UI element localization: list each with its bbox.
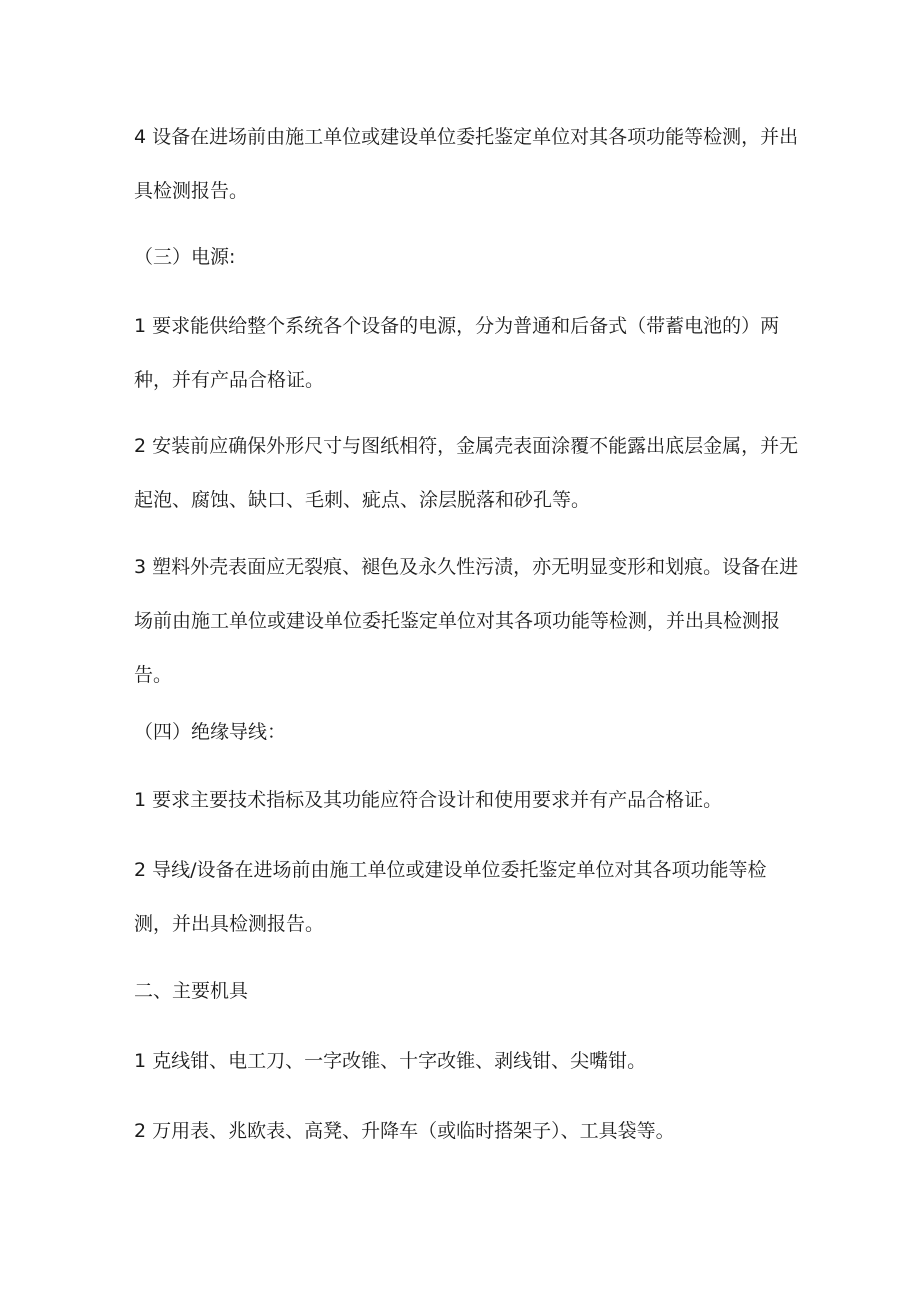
paragraph-hand-tools (134, 1034, 794, 1088)
paragraph-instruments (134, 1104, 794, 1158)
text-line: （四）绝缘导线： (134, 721, 287, 743)
text-line: 告。 (134, 664, 173, 686)
text-line: （三）电源: (134, 246, 236, 268)
paragraph-installation-check (134, 419, 799, 527)
heading-insulated-wire (134, 705, 794, 759)
paragraph-equipment-inspection (134, 110, 799, 218)
text-line: 起泡、腐蚀、缺口、毛刺、疵点、涂层脱落和砂孔等。 (134, 489, 591, 511)
paragraph-wire-requirement (134, 773, 794, 827)
text-line: 具检测报告。 (134, 180, 249, 202)
paragraph-plastic-shell (134, 540, 799, 702)
text-line: 2 安装前应确保外形尺寸与图纸相符，金属壳表面涂覆不能露出底层金属，并无 (134, 435, 799, 457)
text-line: 4 设备在进场前由施工单位或建设单位委托鉴定单位对其各项功能等检测，并出 (134, 126, 799, 148)
heading-main-tools (134, 964, 794, 1018)
text-line: 2 导线/设备在进场前由施工单位或建设单位委托鉴定单位对其各项功能等检 (134, 859, 767, 881)
heading-power-supply (134, 230, 794, 284)
paragraph-wire-inspection (134, 843, 794, 951)
paragraph-power-requirement (134, 299, 794, 407)
text-line: 1 要求主要技术指标及其功能应符合设计和使用要求并有产品合格证。 (134, 789, 723, 811)
text-line: 2 万用表、兆欧表、高凳、升降车（或临时搭架子）、工具袋等。 (134, 1120, 675, 1142)
text-line: 1 要求能供给整个系统各个设备的电源，分为普通和后备式（带蓄电池的）两 (134, 315, 780, 337)
text-line: 3 塑料外壳表面应无裂痕、褪色及永久性污渍，亦无明显变形和划痕。设备在进 (134, 556, 799, 578)
text-line: 种，并有产品合格证。 (134, 369, 325, 391)
text-line: 1 克线钳、电工刀、一字改锥、十字改锥、剥线钳、尖嘴钳。 (134, 1050, 647, 1072)
text-line: 场前由施工单位或建设单位委托鉴定单位对其各项功能等检测，并出具检测报 (134, 610, 781, 632)
text-line: 测，并出具检测报告。 (134, 913, 325, 935)
text-line: 二、主要机具 (134, 980, 249, 1002)
